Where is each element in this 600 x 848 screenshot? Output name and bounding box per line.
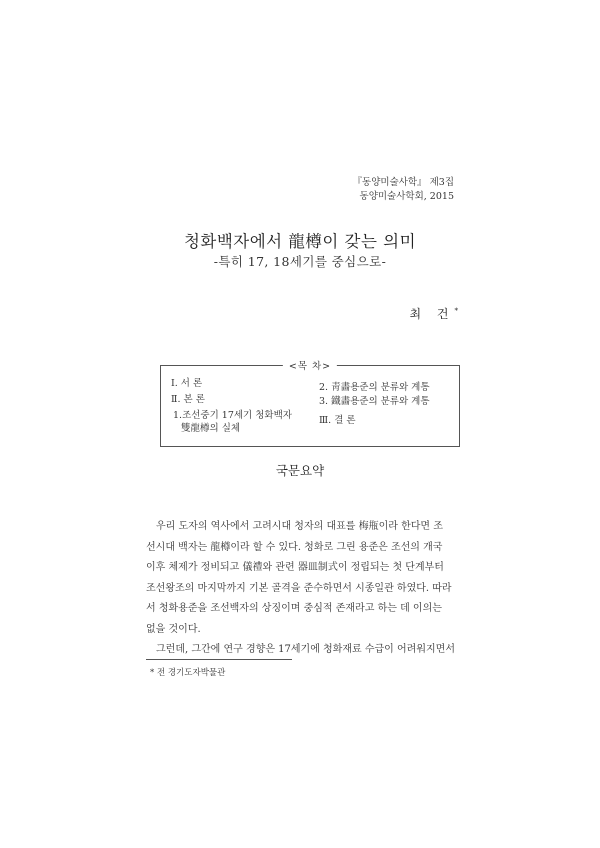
body-line: 선시대 백자는 龍樽이라 할 수 있다. 청화로 그린 용준은 조선의 개국 (146, 541, 443, 553)
author-footnote-mark: * (454, 307, 458, 315)
body-line: 없을 것이다. (146, 623, 201, 635)
toc-item-conclusion: Ⅲ. 결 론 (319, 415, 356, 426)
body-line: 이후 체제가 정비되고 儀禮와 관련 器皿制式이 정립되는 첫 단계부터 (146, 562, 444, 573)
footnote-divider (146, 659, 292, 660)
toc-item-introduction: Ⅰ. 서 론 (171, 378, 203, 389)
body-line: 그런데, 그간에 연구 경향은 17세기에 청화재료 수급이 어려워지면서 (156, 644, 455, 655)
paper-subtitle: -특히 17, 18세기를 중심으로- (213, 254, 387, 269)
paper-title: 청화백자에서 龍樽이 갖는 의미 (183, 232, 417, 251)
author-name-text: 최 건 (409, 307, 455, 321)
footnote: * 전 경기도자박물관 (150, 668, 226, 678)
body-line: 우리 도자의 역사에서 고려시대 청자의 대표를 梅甁이라 한다면 조 (156, 521, 443, 532)
body-line: 조선왕조의 마지막까지 기본 골격을 준수하면서 시종일관 하였다. 따라 (146, 582, 452, 594)
abstract-heading: 국문요약 (275, 463, 325, 478)
body-line: 서 청화용준을 조선백자의 상징이며 중심적 존재라고 하는 데 이의는 (146, 603, 442, 614)
abstract-body (146, 517, 454, 661)
toc-item-section-3: 3. 鐵畵용준의 분류와 계통 (319, 396, 430, 407)
table-of-contents (160, 361, 460, 447)
toc-item-section-1-cont: 雙龍樽의 실체 (181, 423, 241, 434)
journal-publisher: 동양미술사학회, 2015 (359, 191, 454, 202)
toc-item-section-2: 2. 靑畵용준의 분류와 계통 (319, 382, 430, 393)
toc-item-main-body: Ⅱ. 본 론 (171, 394, 205, 405)
journal-info (353, 176, 454, 204)
author-name (410, 305, 459, 322)
toc-item-section-1: 1.조선중기 17세기 청화백자 (173, 410, 292, 421)
journal-name: 『동양미술사학』 제3집 (352, 177, 454, 188)
toc-label: <목 차> (283, 358, 337, 372)
